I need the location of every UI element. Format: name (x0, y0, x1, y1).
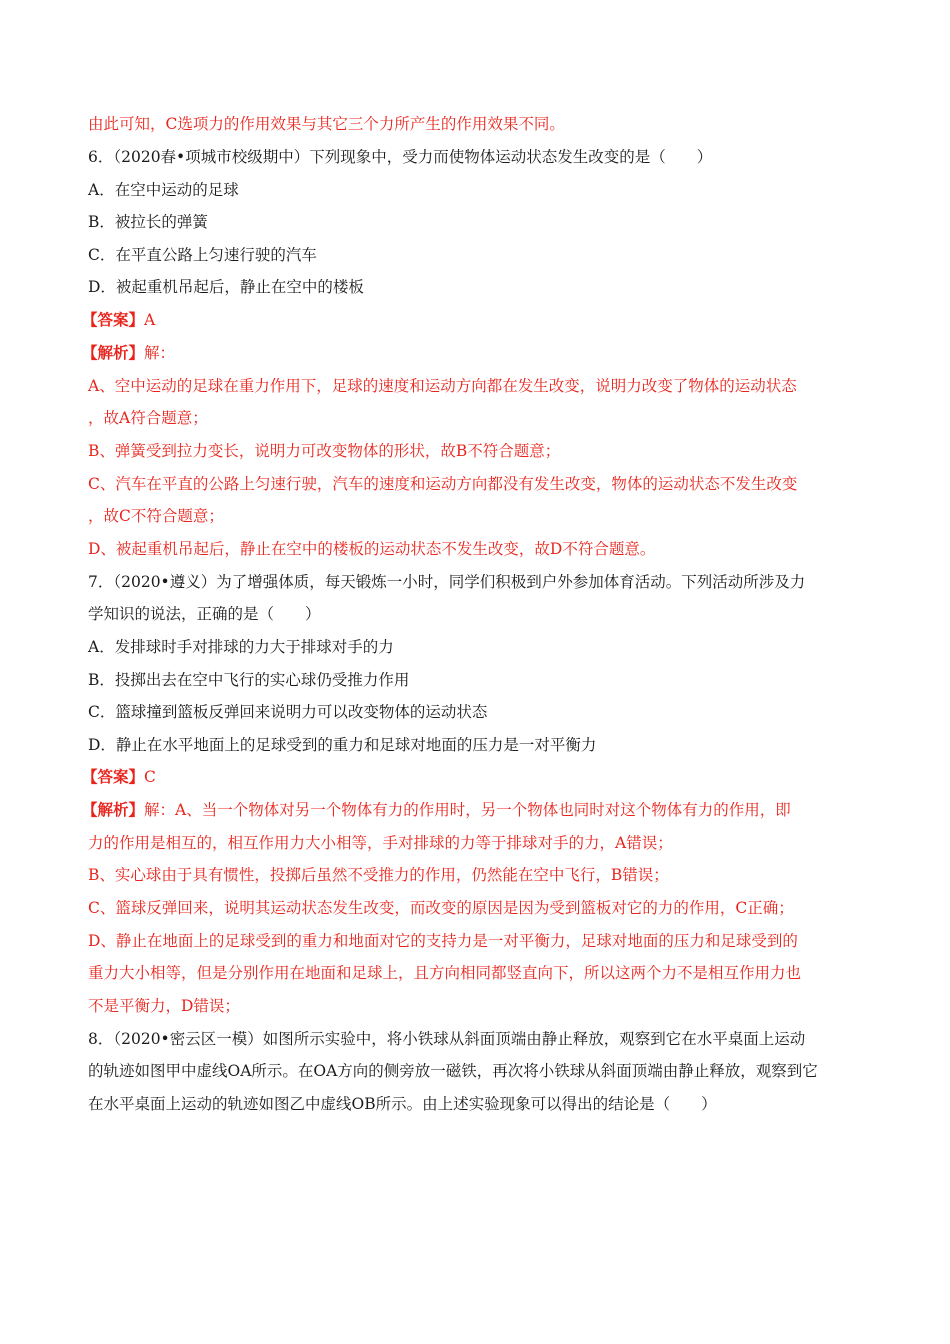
analysis-text: C、篮球反弹回来，说明其运动状态发生改变，而改变的原因是因为受到篮板对它的力的作用，C正确； (88, 899, 794, 917)
analysis-text: 重力大小相等，但是分别作用在地面和足球上，且方向相同都竖直向下，所以这两个力不是相互作用力也 (88, 964, 802, 982)
analysis-text: 不是平衡力，D错误； (88, 997, 240, 1015)
answer-line (82, 310, 155, 330)
analysis-text: B、实心球由于具有惯性，投掷后虽然不受推力的作用，仍然能在空中飞行，B错误； (88, 866, 669, 884)
text-line: 由此可知，C选项力的作用效果与其它三个力所产生的作用效果不同。 (88, 115, 565, 133)
question-6-stem: 6．（2020春•项城市校级期中）下列现象中，受力而使物体运动状态发生改变的是（ ） (88, 148, 713, 166)
question-6-option-c: C．在平直公路上匀速行驶的汽车 (88, 246, 317, 264)
question-7-stem: 学知识的说法，正确的是（ ） (88, 605, 321, 623)
analysis-line (82, 800, 791, 820)
analysis-text: ，故A符合题意； (88, 409, 208, 427)
analysis-text: A、空中运动的足球在重力作用下，足球的速度和运动方向都在发生改变，说明力改变了物体的运动状态 (88, 377, 797, 395)
question-8-stem: 的轨迹如图甲中虚线OA所示。在OA方向的侧旁放一磁铁，再次将小铁球从斜面顶端由静止释放，观察到它 (88, 1062, 818, 1080)
analysis-text: ，故C不符合题意； (88, 507, 224, 525)
analysis-text: D、静止在地面上的足球受到的重力和地面对它的支持力是一对平衡力，足球对地面的压力和足球受到的 (88, 932, 798, 950)
question-7-option-b: B．投掷出去在空中飞行的实心球仍受推力作用 (88, 671, 410, 689)
analysis-text: 解：A、当一个物体对另一个物体有力的作用时，另一个物体也同时对这个物体有力的作用，即 (144, 801, 791, 819)
question-7-option-d: D．静止在水平地面上的足球受到的重力和足球对地面的压力是一对平衡力 (88, 736, 597, 754)
answer-label: 【答案】 (82, 767, 145, 786)
question-8-stem: 在水平桌面上运动的轨迹如图乙中虚线OB所示。由上述实验现象可以得出的结论是（ ） (88, 1095, 717, 1113)
analysis-text: 力的作用是相互的，相互作用力大小相等，手对排球的力等于排球对手的力，A错误； (88, 834, 673, 852)
analysis-label: 【解析】 (82, 343, 145, 362)
answer-value: A (144, 311, 156, 329)
answer-value: C (144, 768, 156, 786)
analysis-text: D、被起重机吊起后，静止在空中的楼板的运动状态不发生改变，故D不符合题意。 (88, 540, 656, 558)
analysis-label: 【解析】 (82, 800, 145, 819)
answer-label: 【答案】 (82, 310, 145, 329)
question-7-option-a: A．发排球时手对排球的力大于排球对手的力 (88, 638, 394, 656)
question-6-option-a: A．在空中运动的足球 (88, 181, 239, 199)
question-8-stem: 8．（2020•密云区一模）如图所示实验中，将小铁球从斜面顶端由静止释放，观察到它在水平桌面上运动 (88, 1030, 806, 1048)
question-6-option-b: B．被拉长的弹簧 (88, 213, 208, 231)
analysis-text: 解： (144, 344, 176, 362)
answer-line (82, 767, 156, 787)
question-7-option-c: C．篮球撞到篮板反弹回来说明力可以改变物体的运动状态 (88, 703, 488, 721)
analysis-line (82, 343, 175, 363)
question-7-stem: 7．（2020•遵义）为了增强体质，每天锻炼一小时，同学们积极到户外参加体育活动。下列活动所涉及力 (88, 573, 806, 591)
question-6-option-d: D．被起重机吊起后，静止在空中的楼板 (88, 278, 364, 296)
analysis-text: B、弹簧受到拉力变长，说明力可改变物体的形状，故B不符合题意； (88, 442, 561, 460)
analysis-text: C、汽车在平直的公路上匀速行驶，汽车的速度和运动方向都没有发生改变，物体的运动状态不发生改变 (88, 475, 798, 493)
